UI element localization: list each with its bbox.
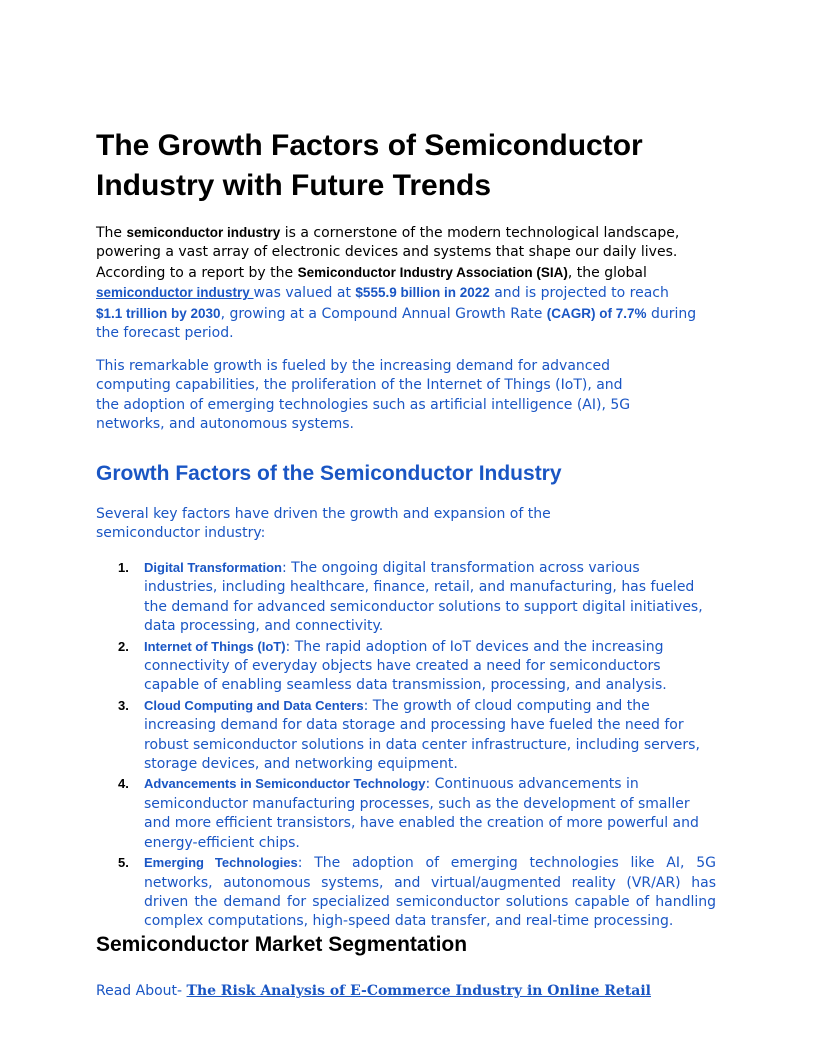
read-about-prefix: Read About- — [96, 983, 187, 999]
factor-term: Cloud Computing and Data Centers — [144, 697, 364, 713]
read-about-link[interactable]: The Risk Analysis of E-Commerce Industry in Online Retail — [186, 983, 651, 999]
factor-description: : The growth of cloud computing and the increasing demand for data storage and processing have fueled the need for robust semiconductor solutions in data center infrastructure, including servers, storage devices, and networking equipment. — [144, 697, 700, 773]
page-title: The Growth Factors of Semiconductor Industry with Future Trends — [96, 129, 643, 202]
projected-value: $1.1 trillion by 2030 — [96, 305, 221, 321]
intro-text: The — [96, 225, 127, 241]
factor-term: Emerging Technologies — [144, 855, 298, 871]
growth-factors-list — [96, 558, 716, 932]
intro-text: was valued at — [253, 285, 356, 302]
intro-text: during the forecast period. — [96, 305, 697, 342]
list-item — [96, 774, 716, 853]
list-number: 1. — [118, 560, 129, 575]
industry-link[interactable]: industry — [196, 285, 254, 301]
factor-description: : The adoption of emerging technologies like AI, 5G networks, autonomous systems, and virtual/augmented reality (VR/AR) has driven the demand for specialized semiconductor solutions capable of handling complex computations, high-speed data transfer, and real-time processing. — [144, 855, 716, 930]
read-about — [96, 982, 651, 1001]
list-item — [96, 853, 716, 932]
factor-term: Advancements in Semiconductor Technology — [144, 776, 426, 792]
list-number: 5. — [118, 855, 129, 871]
cagr-value: (CAGR) of 7.7% — [546, 305, 647, 321]
factor-term: Internet of Things (IoT) — [144, 638, 286, 654]
intro-text: , the global — [567, 264, 647, 281]
list-number: 3. — [118, 697, 129, 713]
intro-bold-sia: Semiconductor Industry Association (SIA) — [297, 264, 568, 280]
section-heading: Growth Factors of the Semiconductor Industry — [96, 462, 562, 485]
semiconductor-link[interactable]: semiconductor — [96, 285, 197, 301]
segmentation-heading: Semiconductor Market Segmentation — [96, 933, 468, 956]
list-item — [96, 696, 716, 775]
section-intro: Several key factors have driven the growth and expansion of the semiconductor industry: — [96, 506, 551, 542]
factor-term: Digital Transformation — [144, 560, 282, 575]
intro-text: and is projected to reach — [489, 285, 669, 302]
factor-description: : The ongoing digital transformation across various industries, including healthcare, finance, retail, and manufacturing, has fueled the demand for advanced semiconductor solutions to support digital initiatives, data processing, and connectivity. — [144, 560, 703, 635]
market-value: $555.9 billion in 2022 — [355, 285, 490, 301]
list-item — [96, 637, 716, 696]
intro-text: , growing at a Compound Annual Growth Rate — [220, 305, 547, 322]
list-item — [96, 558, 716, 637]
list-number: 2. — [118, 638, 129, 654]
factor-description: : Continuous advancements in semiconductor manufacturing processes, such as the development of smaller and more efficient transistors, have enabled the creation of more powerful and energy-efficient chips. — [144, 776, 699, 851]
intro-text: is a cornerstone of the modern technological landscape, powering a vast array of electronic devices and systems that shape our daily lives. According to a report by the — [96, 225, 680, 281]
intro-bold-term: semiconductor industry — [126, 225, 281, 240]
factor-description: : The rapid adoption of IoT devices and the increasing connectivity of everyday objects have created a need for semiconductors capable of enabling seamless data transmission, processing, and analysis. — [144, 638, 667, 694]
list-number: 4. — [118, 776, 129, 792]
intro-paragraph — [96, 223, 716, 343]
growth-paragraph: This remarkable growth is fueled by the increasing demand for advanced computing capabilities, the proliferation of the Internet of Things (IoT), and the adoption of emerging technologies such as artificial intelligence (AI), 5G networks, and autonomous systems. — [96, 358, 631, 433]
